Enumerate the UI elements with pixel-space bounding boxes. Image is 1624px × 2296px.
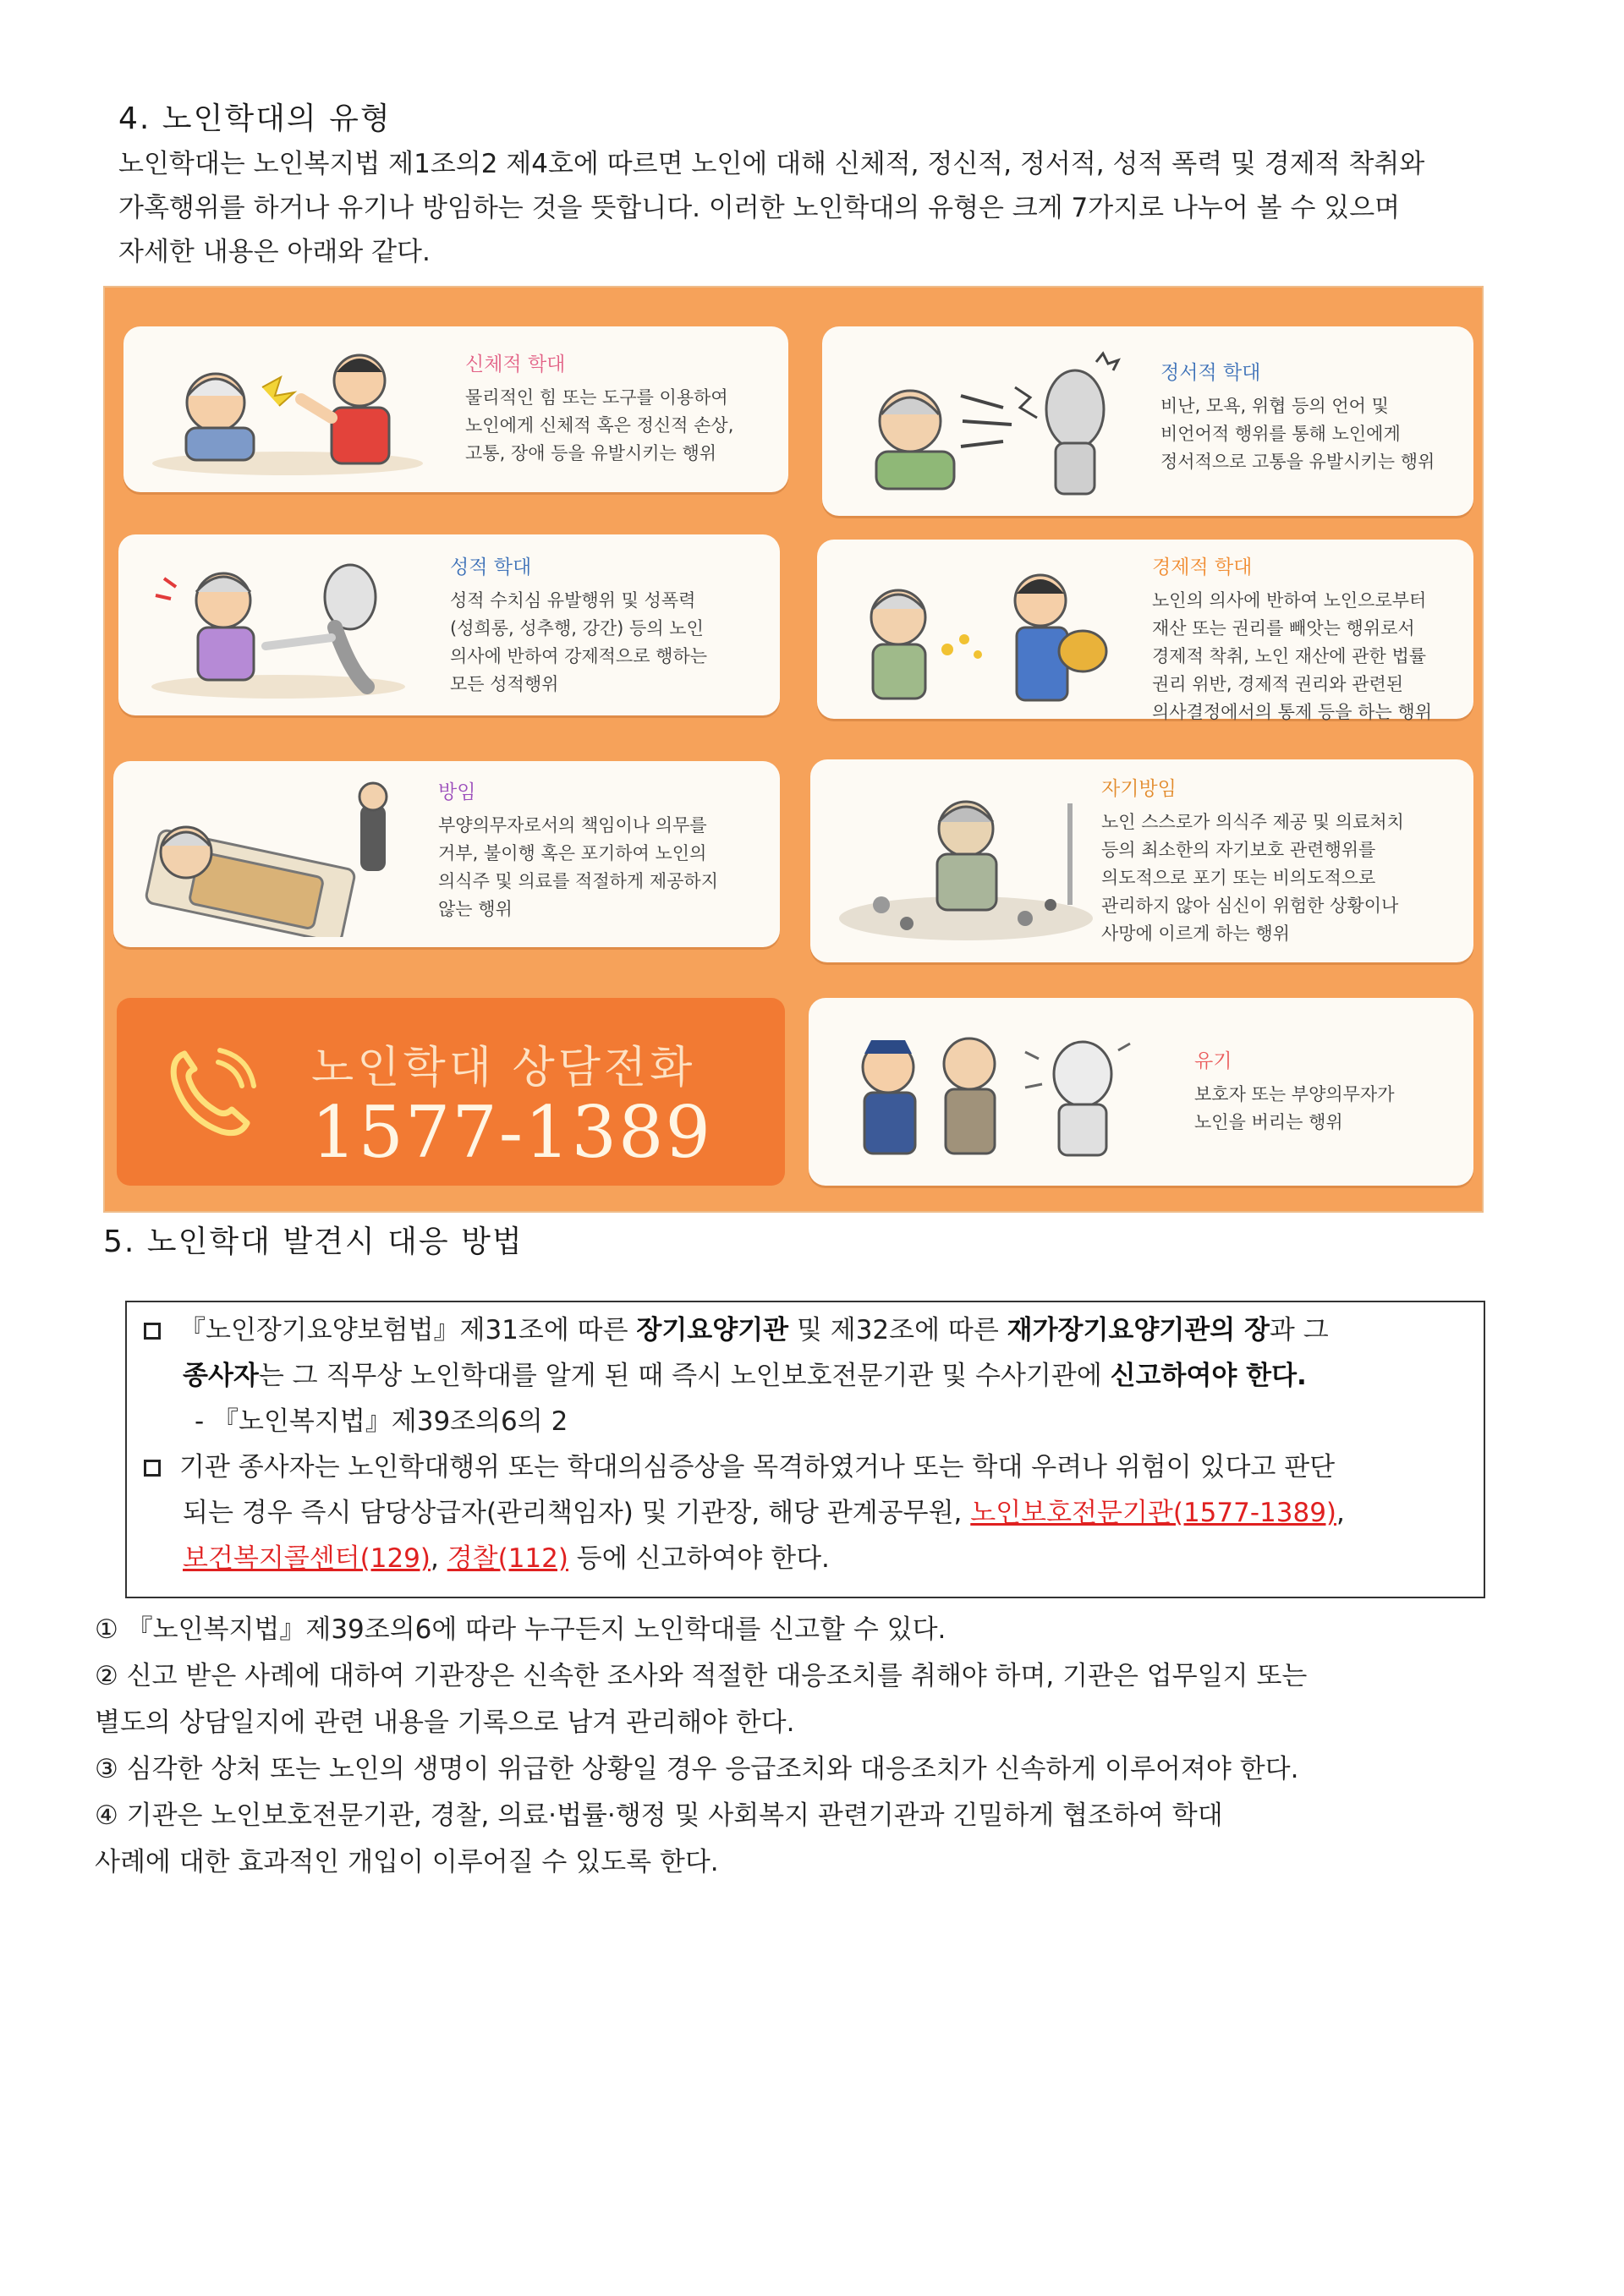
box-bold-text: 신고하여야 한다.	[1110, 1361, 1307, 1391]
box-text: 는 그 직무상 노인학대를 알게 된 때 즉시 노인보호전문기관 및 수사기관에	[258, 1361, 1111, 1391]
card-neglect	[113, 761, 780, 947]
box-item-1	[144, 1307, 1470, 1353]
card-title: 자기방임	[1101, 778, 1177, 800]
card-self-neglect	[810, 759, 1473, 962]
checkbox-square-icon	[144, 1323, 161, 1340]
box-item-2	[144, 1444, 1470, 1490]
card-line: 정서적으로 고통을 유발시키는 행위	[1160, 452, 1435, 472]
card-line: 등의 최소한의 자기보호 관련행위를	[1101, 840, 1376, 860]
card-title: 유기	[1194, 1050, 1232, 1072]
card-line: 거부, 불이행 혹은 포기하여 노인의	[438, 843, 707, 863]
response-notes	[95, 1607, 1507, 1886]
card-line: 의사에 반하여 강제적으로 행하는	[450, 646, 708, 666]
intro-line: 자세한 내용은 아래와 같다.	[118, 237, 431, 267]
card-emotional-abuse	[822, 326, 1473, 516]
note-line: ④ 기관은 노인보호전문기관, 경찰, 의료·법률·행정 및 사회복지 관련기관과 긴밀하게 협조하여 학대	[95, 1800, 1223, 1831]
card-financial-abuse	[817, 540, 1473, 722]
card-line: 비언어적 행위를 통해 노인에게	[1160, 424, 1401, 444]
box-item-1-reference: - 『노인복지법』제39조의6의 2	[195, 1406, 568, 1437]
senior-protection-agency-link: 노인보호전문기관(1577-1389)	[970, 1498, 1337, 1528]
note-line: ② 신고 받은 사례에 대하여 기관장은 신속한 조사와 적절한 대응조치를 취해야 하며, 기관은 업무일지 또는	[95, 1661, 1308, 1691]
hotline-label: 노인학대 상담전화	[311, 1043, 696, 1093]
neglect-illustration	[125, 771, 421, 937]
card-physical-abuse	[123, 326, 788, 492]
abuse-types-infographic	[103, 286, 1484, 1213]
card-line: (성희롱, 성추행, 강간) 등의 노인	[450, 618, 704, 638]
box-text: 및 제32조에 따른	[788, 1315, 1007, 1345]
card-line: 비난, 모욕, 위협 등의 언어 및	[1160, 396, 1389, 416]
card-title: 방임	[438, 781, 476, 803]
card-line: 노인 스스로가 의식주 제공 및 의료처치	[1101, 812, 1404, 832]
box-item-1-cont	[183, 1353, 1468, 1399]
emotional-abuse-illustration	[834, 337, 1138, 506]
physical-abuse-illustration	[135, 337, 440, 482]
card-line: 부양의무자로서의 책임이나 의무를	[438, 815, 707, 836]
card-line: 모든 성적행위	[450, 674, 559, 694]
checkbox-square-icon	[144, 1460, 161, 1477]
box-text: ,	[1336, 1498, 1345, 1528]
card-line: 않는 행위	[438, 899, 513, 919]
hotline-banner	[117, 998, 785, 1186]
card-title: 성적 학대	[450, 556, 532, 578]
card-line: 의식주 및 의료를 적절하게 제공하지	[438, 871, 718, 891]
note-line: ③ 심각한 상처 또는 노인의 생명이 위급한 상황일 경우 응급조치와 대응조치가 신속하게 이루어져야 한다.	[95, 1754, 1299, 1784]
section5-title: 5. 노인학대 발견시 대응 방법	[103, 1225, 524, 1259]
financial-abuse-illustration	[829, 550, 1125, 710]
intro-line: 가혹행위를 하거나 유기나 방임하는 것을 뜻합니다. 이러한 노인학대의 유형은 크게 7가지로 나누어 볼 수 있으며	[118, 193, 1401, 223]
box-item-2-cont2	[183, 1536, 1468, 1581]
card-abandonment	[809, 998, 1473, 1186]
card-line: 보호자 또는 부양의무자가	[1194, 1084, 1395, 1104]
box-text: 『노인장기요양보험법』제31조에 따른	[179, 1315, 637, 1345]
card-line: 재산 또는 권리를 빼앗는 행위로서	[1152, 618, 1415, 638]
note-line: 사례에 대한 효과적인 개입이 이루어질 수 있도록 한다.	[95, 1847, 719, 1877]
phone-icon	[159, 1044, 261, 1145]
card-line: 고통, 장애 등을 유발시키는 행위	[465, 443, 717, 463]
card-title: 정서적 학대	[1160, 362, 1261, 384]
card-title: 경제적 학대	[1152, 556, 1253, 578]
card-line: 관리하지 않아 심신이 위험한 상황이나	[1101, 896, 1399, 916]
hotline-number: 1577-1389	[311, 1091, 712, 1174]
reporting-obligation-box	[125, 1301, 1485, 1598]
card-line: 경제적 착취, 노인 재산에 관한 법률	[1152, 646, 1427, 666]
card-line: 노인을 버리는 행위	[1194, 1112, 1343, 1132]
welfare-call-center-link: 보건복지콜센터(129)	[183, 1543, 431, 1574]
section4-intro	[118, 142, 1522, 274]
box-text: 과 그	[1269, 1315, 1329, 1345]
intro-line: 노인학대는 노인복지법 제1조의2 제4호에 따르면 노인에 대해 신체적, 정신적, 정서적, 성적 폭력 및 경제적 착취와	[118, 149, 1425, 179]
card-sexual-abuse	[118, 534, 780, 715]
card-line: 물리적인 힘 또는 도구를 이용하여	[465, 387, 728, 408]
card-line: 성적 수치심 유발행위 및 성폭력	[450, 590, 696, 611]
card-line: 권리 위반, 경제적 권리와 관련된	[1152, 674, 1404, 694]
card-line: 사망에 이르게 하는 행위	[1101, 923, 1290, 944]
note-line: 별도의 상담일지에 관련 내용을 기록으로 남겨 관리해야 한다.	[95, 1707, 795, 1738]
section4-title: 4. 노인학대의 유형	[118, 101, 392, 136]
box-bold-text: 종사자	[183, 1361, 259, 1391]
box-item-2-cont	[183, 1490, 1468, 1536]
card-line: 노인에게 신체적 혹은 정신적 손상,	[465, 415, 734, 436]
box-text: 되는 경우 즉시 담당상급자(관리책임자) 및 기관장, 해당 관계공무원,	[183, 1498, 971, 1528]
abandonment-illustration	[820, 1008, 1159, 1174]
note-line: ① 『노인복지법』제39조의6에 따라 누구든지 노인학대를 신고할 수 있다.	[95, 1614, 946, 1645]
box-bold-text: 재가장기요양기관의 장	[1007, 1315, 1270, 1345]
self-neglect-illustration	[822, 770, 1110, 952]
box-text: 기관 종사자는 노인학대행위 또는 학대의심증상을 목격하였거나 또는 학대 우려나 위험이 있다고 판단	[179, 1452, 1336, 1482]
sexual-abuse-illustration	[130, 545, 426, 705]
card-line: 노인의 의사에 반하여 노인으로부터	[1152, 590, 1427, 611]
card-title: 신체적 학대	[465, 353, 566, 375]
card-line: 의사결정에서의 통제 등을 하는 행위	[1152, 702, 1432, 722]
card-line: 의도적으로 포기 또는 비의도적으로	[1101, 868, 1376, 888]
police-link: 경찰(112)	[447, 1543, 568, 1574]
box-text: 등에 신고하여야 한다.	[568, 1543, 830, 1574]
box-bold-text: 장기요양기관	[636, 1315, 789, 1345]
box-text: ,	[430, 1543, 447, 1574]
